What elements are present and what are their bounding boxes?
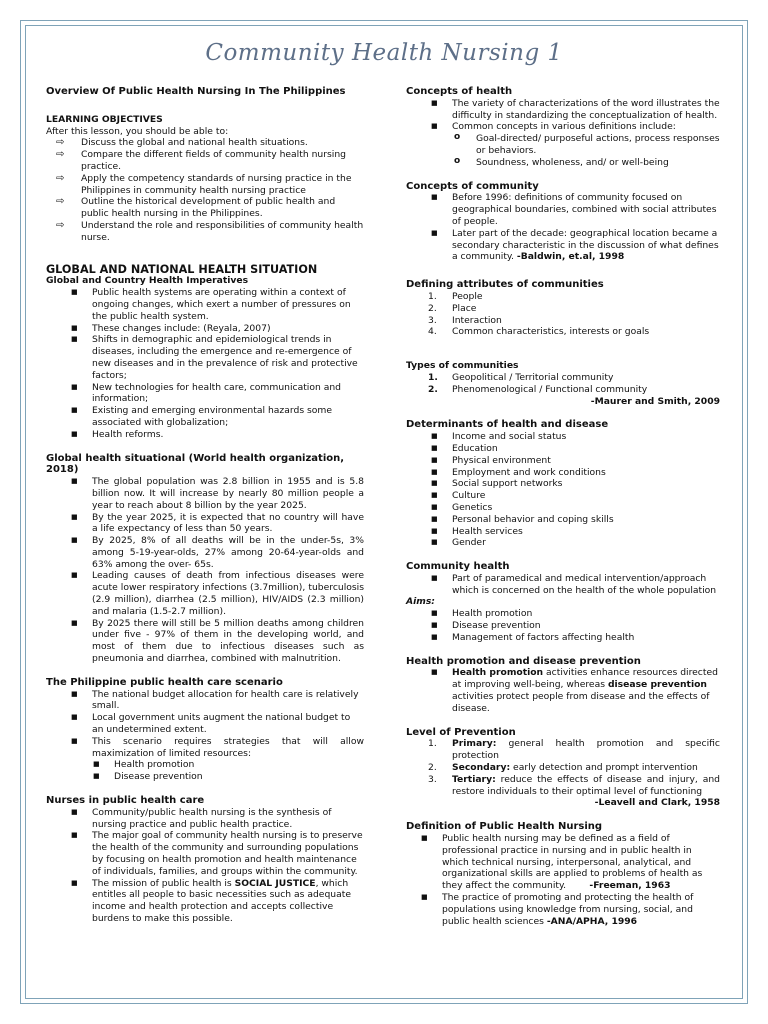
promotion-list [406,667,720,714]
list-item: ■ Before 1996: definitions of community focused on geographical boundaries, combined with social attributes of people. [431,192,717,227]
square-bullet-icon: ■ [431,526,438,535]
types-citation: -Maurer and Smith, 2009 [590,395,720,407]
arrow-bullet-icon: ⇨ [56,149,65,161]
list-item: ■ Part of paramedical and medical intervention/approach which is concerned on the health of the whole population [431,572,717,596]
types-heading: Types of communities [406,360,519,372]
list-item: ■ Health promotion activities enhance resources directed at improving well-being, whereas disease prevention activities protect people from disease and the effects of disease. [431,667,718,714]
square-bullet-icon: ■ [71,618,78,627]
list-item: ■ Local government units augment the national budget to an undetermined extent. [71,712,351,736]
square-bullet-icon: ■ [71,689,78,698]
global-list [46,476,364,665]
objectives-list [46,137,364,243]
square-bullet-icon: ■ [421,893,428,902]
nurses-heading: Nurses in public health care [46,795,205,807]
square-bullet-icon: ■ [431,432,438,441]
right-column [406,86,720,927]
square-bullet-icon: ■ [431,443,438,452]
list-item: ■ Community/public health nursing is the synthesis of nursing practice and public health practice. [71,806,332,830]
promotion-heading: Health promotion and disease prevention [406,655,641,667]
square-bullet-icon: ■ [431,479,438,488]
square-bullet-icon: ■ [71,429,78,438]
list-item: ■ Public health nursing may be defined as a field of professional practice in nursing and in public health in which technical nursing, interpersonal, analytical, and organizational skills are applied to problems of health as they affect the community. -Freeman, 1963 [421,833,703,892]
community-health-list [406,573,720,597]
list-item: ■ By the year 2025, it is expected that no country will have a life expectancy of less than 50 years. [71,511,364,535]
square-bullet-icon: ■ [93,760,100,769]
objectives-heading: LEARNING OBJECTIVES [46,113,163,125]
list-item: ⇨ Discuss the global and national health situations. [56,137,308,149]
concepts-health-heading: Concepts of health [406,86,513,97]
list-item: ■ Disease prevention [93,771,203,783]
list-item: ■ The national budget allocation for health care is relatively small. [71,688,359,712]
types-list [406,372,720,396]
arrow-bullet-icon: ⇨ [56,137,65,149]
square-bullet-icon: ■ [431,621,438,630]
ph-list [46,689,364,760]
list-item: 4. Common characteristics, interests or goals [428,326,650,338]
list-item: ■ Culture [431,490,486,502]
square-bullet-icon: ■ [431,228,438,237]
square-bullet-icon: ■ [431,632,438,641]
list-item: ■ Common concepts in various definitions include: [431,121,676,133]
nurses-list [46,807,364,925]
square-bullet-icon: ■ [431,668,438,677]
list-item: ⇨ Apply the competency standards of nursing practice in the Philippines in community health nursing practice [56,172,352,196]
list-item: o Soundness, wholeness, and/ or well-being [454,155,669,168]
list-item: ■ Gender [431,537,486,549]
attributes-list [406,291,720,338]
list-item: ■ Shifts in demographic and epidemiological trends in diseases, including the emergence and re-emergence of new diseases and in the prevalence of risk and protective factors; [71,334,358,381]
list-item: ■ Leading causes of death from infectious diseases were acute lower respiratory infections (3.7million), tuberculosis (2.9 million), diarrhea (2.5 million), HIV/AIDS (2.3 million) and malaria (1.5-2.7 million). [71,570,364,617]
list-item: ⇨ Compare the different fields of community health nursing practice. [56,149,346,172]
list-item: ■ Genetics [431,501,493,513]
list-item: ■ This scenario requires strategies that will allow maximization of limited resources: [71,735,364,759]
list-item: ■ Disease prevention [431,620,541,632]
square-bullet-icon: ■ [71,878,78,887]
square-bullet-icon: ■ [71,335,78,344]
list-item: ■ The major goal of community health nursing is to preserve the health of the community and surrounding populations by focusing on health promotion and health maintenance of individuals, families, and groups within the community. [71,830,363,877]
list-item: ■ Income and social status [431,431,567,443]
definition-list [396,833,720,927]
square-bullet-icon: ■ [71,831,78,840]
square-bullet-icon: ■ [71,323,78,332]
square-bullet-icon: ■ [431,122,438,131]
square-bullet-icon: ■ [431,491,438,500]
ph-sub-list [46,759,364,783]
list-item: ■ The practice of promoting and protecting the health of populations using knowledge from nursing, social, and public health sciences -ANA/APHA, 1996 [421,892,694,927]
determinants-list [406,431,720,549]
global-heading: Global health situational (World health organization, 2018) [46,452,345,476]
page-title: Community Health Nursing 1 [205,40,563,66]
arrow-bullet-icon: ⇨ [56,172,65,184]
list-item: ⇨ Outline the historical development of public health and public health nursing in the Philippines. [56,196,336,220]
list-item: ■ Health reforms. [71,428,164,440]
square-bullet-icon: ■ [421,834,428,843]
list-item: ⇨ Understand the role and responsibilities of community health nurse. [56,219,364,243]
list-item: ■ These changes include: (Reyala, 2007) [71,322,271,334]
imperatives-list [46,287,364,440]
list-item: 1. Primary: general health promotion and specific protection [428,738,720,762]
community-health-heading: Community health [406,561,510,573]
concepts-health-list [406,98,720,133]
square-bullet-icon: ■ [71,713,78,722]
list-item: 3. Interaction [428,314,502,326]
list-item: o Goal-directed/ purposeful actions, process responses or behaviors. [454,132,720,156]
levels-list [406,738,720,797]
list-item: ■ By 2025 there will still be 5 million deaths among children under five - 97% of them in the developing world, and most of them due to infectious diseases such as pneumonia and diarrhea, combined with malnutrition. [71,617,364,665]
list-item: ■ Later part of the decade: geographical location became a secondary characteristic in the discussion of what defines a community. -Baldwin, et.al, 1998 [431,227,719,263]
list-item: ■ The variety of characterizations of the word illustrates the difficulty in standardizing the conceptualization of health. [431,97,720,121]
list-item: 2. Secondary: early detection and prompt intervention [428,762,698,774]
square-bullet-icon: ■ [431,98,438,107]
list-item: 2. Place [428,302,477,314]
concepts-community-list [406,192,720,263]
list-item: ■ Existing and emerging environmental hazards some associated with globalization; [71,405,333,428]
levels-heading: Level of Prevention [406,726,516,738]
objectives-intro: After this lesson, you should be able to: [46,125,229,137]
square-bullet-icon: ■ [71,382,78,391]
list-item: ■ Public health systems are operating within a context of ongoing changes, which exert a number of pressures on the public health system. [71,287,351,322]
circle-bullet-icon: o [454,132,461,143]
arrow-bullet-icon: ⇨ [56,219,65,231]
square-bullet-icon: ■ [71,288,78,297]
square-bullet-icon: ■ [431,573,438,582]
square-bullet-icon: ■ [71,406,78,415]
list-item: ■ Physical environment [431,454,551,466]
list-item: 2. Phenomenological / Functional community [428,383,648,395]
square-bullet-icon: ■ [431,193,438,202]
list-item: ■ Education [431,442,498,454]
ph-heading: The Philippine public health care scenario [46,676,283,688]
list-item: ■ Health promotion [431,608,533,620]
attributes-heading: Defining attributes of communities [406,279,604,291]
square-bullet-icon: ■ [71,807,78,816]
list-item: ■ Employment and work conditions [431,466,606,478]
square-bullet-icon: ■ [71,512,78,521]
situation-heading: GLOBAL AND NATIONAL HEALTH SITUATION [46,262,318,276]
list-item: ■ The global population was 2.8 billion in 1955 and is 5.8 billion now. It will increase by nearly 80 million people a year to reach about 8 billion by the year 2025. [71,476,364,511]
square-bullet-icon: ■ [431,502,438,511]
square-bullet-icon: ■ [431,538,438,547]
aims-label: Aims: [406,596,435,608]
list-item: ■ New technologies for health care, communication and information; [71,381,342,405]
imperatives-heading: Global and Country Health Imperatives [46,275,249,287]
square-bullet-icon: ■ [71,736,78,745]
circle-bullet-icon: o [454,155,461,166]
square-bullet-icon: ■ [431,514,438,523]
concepts-community-heading: Concepts of community [406,180,539,192]
list-item: ■ The mission of public health is SOCIAL JUSTICE, which entitles all people to basic necessities such as adequate income and health protection and accepts collective burdens to make this possible. [71,877,351,924]
list-item: ■ Health promotion [93,759,195,771]
list-item: ■ Management of factors affecting health [431,631,635,643]
determinants-heading: Determinants of health and disease [406,419,609,431]
arrow-bullet-icon: ⇨ [56,196,65,208]
levels-citation: -Leavell and Clark, 1958 [594,797,720,809]
square-bullet-icon: ■ [71,477,78,486]
left-column [46,86,364,925]
list-item: 1. Geopolitical / Territorial community [428,371,614,383]
list-item: 3. Tertiary: reduce the effects of disease and injury, and restore individuals to their optimal level of functioning [428,773,720,797]
square-bullet-icon: ■ [93,772,100,781]
square-bullet-icon: ■ [431,467,438,476]
square-bullet-icon: ■ [431,609,438,618]
list-item: ■ Health services [431,525,523,537]
list-item: ■ Personal behavior and coping skills [431,513,614,525]
list-item: ■ Social support networks [431,478,563,490]
list-item: ■ By 2025, 8% of all deaths will be in the under-5s, 3% among 5-19-year-olds, 27% among 20-64-year-olds and 63% among the over- 65s. [71,535,364,570]
definition-heading: Definition of Public Health Nursing [406,821,603,833]
list-item: 1. People [428,290,483,302]
square-bullet-icon: ■ [71,536,78,545]
square-bullet-icon: ■ [71,571,78,580]
concepts-health-sub-list [406,133,720,168]
overview-heading: Overview Of Public Health Nursing In The Philippines [46,86,346,97]
square-bullet-icon: ■ [431,455,438,464]
aims-list [406,608,720,643]
